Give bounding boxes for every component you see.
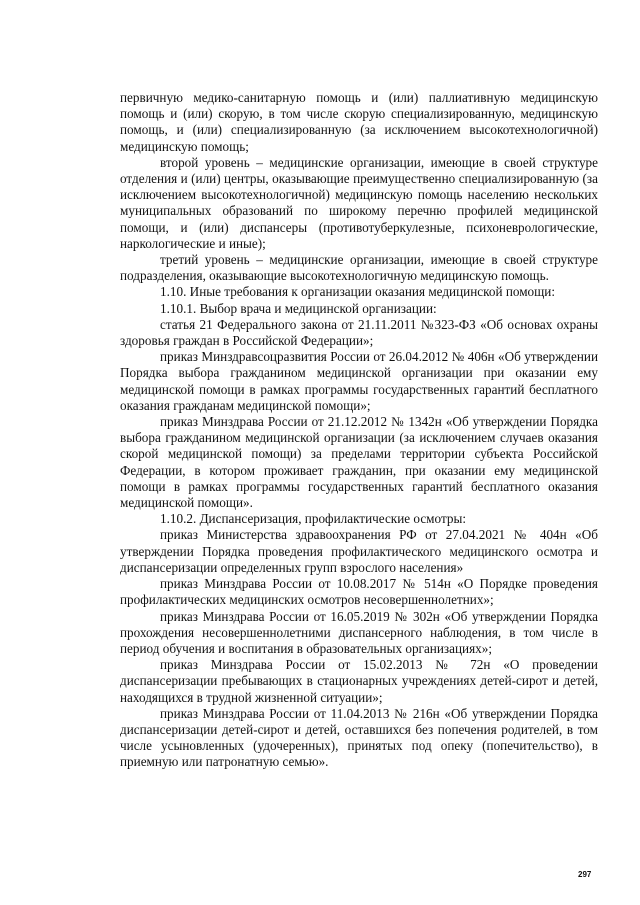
paragraph-order-302n: приказ Минздрава России от 16.05.2019 № 302н «Об утверждении Порядка прохождения несовершеннолетними диспансерного наблюдения, в том числе в период обучения и воспитания в образовательных организациях»; bbox=[120, 608, 598, 656]
page-number: 297 bbox=[578, 870, 592, 879]
paragraph-second-level: второй уровень – медицинские организации, имеющие в своей структуре отделения и (или) центры, оказывающие преимущественно специализированную (за исключением высокотехнологичной) медицинскую помощь населению нескольких муниципальных образований по широкому перечню профилей медицинской помощи, и (или) диспансеры (противотуберкулезные, психоневрологические, наркологические и иные); bbox=[120, 154, 598, 251]
paragraph-order-1342n: приказ Минздрава России от 21.12.2012 № 1342н «Об утверждении Порядка выбора гражданином медицинской организации (за исключением случаев оказания скорой медицинской помощи) за пределами территории субъекта Российской Федерации, в котором проживает гражданин, при оказании ему медицинской помощи в рамках программы государственных гарантий бесплатного оказания медицинской помощи». bbox=[120, 414, 598, 511]
paragraph-first-level-continuation: первичную медико-санитарную помощь и (или) паллиативную медицинскую помощь и (или) скорую, в том числе скорую специализированную, медицинскую помощь, и (или) специализированную (за исключением высокотехнологичной) медицинскую помощь; bbox=[120, 90, 598, 154]
section-heading-1-10-2: 1.10.2. Диспансеризация, профилактические осмотры: bbox=[160, 511, 466, 527]
paragraph-third-level: третий уровень – медицинские организации, имеющие в своей структуре подразделения, оказывающие высокотехнологичную медицинскую помощь. bbox=[120, 252, 598, 284]
paragraph-order-514n: приказ Минздрава России от 10.08.2017 № 514н «О Порядке проведения профилактических медицинских осмотров несовершеннолетних»; bbox=[120, 576, 598, 608]
paragraph-order-72n: приказ Минздрава России от 15.02.2013 № 72н «О проведении диспансеризации пребывающих в стационарных учреждениях детей-сирот и детей, находящихся в трудной жизненной ситуации»; bbox=[120, 657, 598, 705]
section-heading-1-10: 1.10. Иные требования к организации оказания медицинской помощи: bbox=[160, 284, 556, 300]
paragraph-law-article-21: статья 21 Федерального закона от 21.11.2011 №323-ФЗ «Об основах охраны здоровья граждан в Российской Федерации»; bbox=[120, 316, 598, 349]
document-body bbox=[120, 90, 598, 771]
paragraph-order-406n: приказ Минздравсоцразвития России от 26.04.2012 № 406н «Об утверждении Порядка выбора гражданином медицинской организации при оказании ему медицинской помощи в рамках программы государственных гарантий бесплатного оказания гражданам медицинской помощи»; bbox=[120, 349, 598, 413]
section-heading-1-10-1: 1.10.1. Выбор врача и медицинской организации: bbox=[160, 300, 437, 316]
paragraph-order-216n: приказ Минздрава России от 11.04.2013 № 216н «Об утверждении Порядка диспансеризации детей-сирот и детей, оставшихся без попечения родителей, в том числе усыновленных (удочеренных), принятых под опеку (попечительство), в приемную или патронатную семью». bbox=[120, 705, 598, 770]
paragraph-order-404n: приказ Министерства здравоохранения РФ от 27.04.2021 № 404н «Об утверждении Порядка проведения профилактического медицинского осмотра и диспансеризации определенных групп взрослого населения» bbox=[120, 527, 598, 575]
